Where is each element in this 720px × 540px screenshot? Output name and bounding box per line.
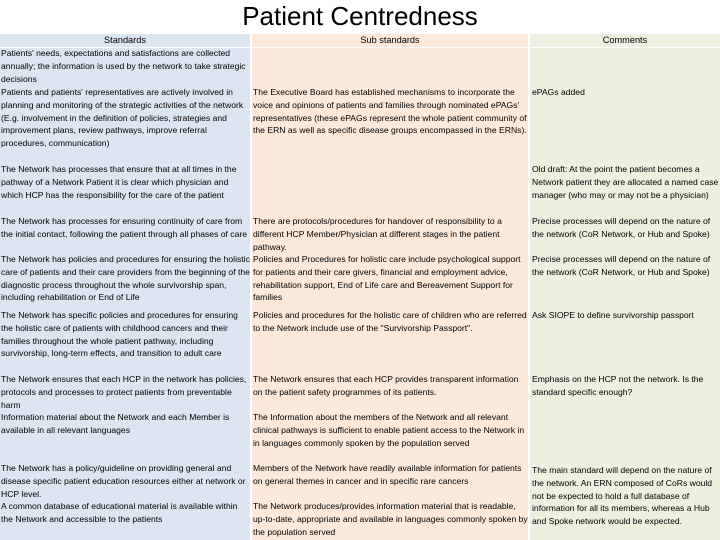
table-row-3-standard: The Network has processes that ensure that at all times in the pathway of a Network Patient it is clear which physician and which HCP has the responsibility for the care of the patient (1, 164, 237, 200)
table-row-9-standard: The Network has a policy/guideline on providing general and disease specific patient education resources either at network or HCP level. (1, 463, 246, 499)
table-row-7-sub: The Network ensures that each HCP provides transparent information on the patient safety programmes of its patients. (253, 374, 519, 397)
table-row-4-comment: Precise processes will depend on the nature of the network (CoR Network, or Hub and Spoke) (532, 216, 711, 239)
header-standards: Standards (104, 35, 146, 45)
table-row-9-comment: The main standard will depend on the nature of the network. An ERN composed of CoRs would not be expected to hold a full database of information for all its members, whereas a Hub and Spoke network would be expected. (532, 465, 713, 527)
table-row-2-sub: The Executive Board has established mechanisms to incorporate the voice and opinions of patients and families through nominated ePAGs' representatives (these ePAGs represent the whole patient community of the ERN as well as specific disease groups encompassed in the ERNs). (253, 87, 527, 136)
table-row-5-comment: Precise processes will depend on the nature of the network (CoR Network, or Hub and Spoke) (532, 254, 711, 277)
table-row-6-comment: Ask SIOPE to define survivorship passport (532, 310, 694, 320)
table-row-8-standard: Information material about the Network and each Member is available in all relevant languages (1, 412, 230, 435)
table-row-7-standard: The Network ensures that each HCP in the network has policies, protocols and processes to protect patients from preventable harm (1, 374, 247, 410)
header-comments: Comments (602, 35, 648, 45)
table-row-9-sub: Members of the Network have readily available information for patients on general themes in cancer and in specific rare cancers (253, 463, 522, 486)
table-row-3-comment: Old draft: At the point the patient becomes a Network patient they are allocated a named case manager (who may or may not be a physician) (532, 164, 719, 200)
table-row-1-standard: Patients' needs, expectations and satisfactions are collected annually; the information is used by the network to take strategic decisions (1, 48, 246, 84)
header-sub-standards: Sub standards (360, 35, 420, 45)
table-row-2-comment: ePAGs added (532, 87, 585, 97)
table-row-10-sub: The Network produces/provides information material that is readable, up-to-date, appropriate and available in languages commonly spoken by the population served (253, 501, 528, 537)
table-row-6-sub: Policies and procedures for the holistic care of children who are referred to the Network include use of the "Survivorship Passport". (253, 310, 527, 333)
standards-table (0, 34, 720, 540)
table-row-4-standard: The Network has processes for ensuring continuity of care from the initial contact, following the patient through all phases of care (1, 216, 248, 239)
table-row-8-sub: The Information about the members of the Network and all relevant clinical pathways is sufficient to enable patient access to the Network in in languages commonly spoken by the population served (253, 412, 525, 448)
table-row-10-standard: A common database of educational material is available within the Network and accessible to the patients (1, 501, 238, 524)
table-row-2-standard: Patients and patients' representatives are actively involved in planning and monitoring of the strategic activities of the network (E.g. involvement in the definition of policies, strategies and improvement plans, review pathways, improve referral procedures, communication) (1, 87, 244, 149)
table-row-5-standard: The Network has policies and procedures for ensuring the holistic care of patients and their care providers from the beginning of the diagnostic process throughout the whole survivorship span, including rehabilitation or End of Life (1, 254, 250, 303)
table-row-4-sub: There are protocols/procedures for handover of responsibility to a different HCP Member/Physician at different stages in the patient pathway. (253, 216, 502, 252)
table-row-5-sub: Policies and Procedures for holistic care include psychological support for patients and their care givers, financial and employment advice, rehabilitation support, End of Life care and Bereavement Support for families (253, 254, 521, 303)
table-row-7-comment: Emphasis on the HCP not the network. Is the standard specific enough? (532, 374, 704, 397)
table-row-6-standard: The Network has specific policies and procedures for ensuring the holistic care of patients with childhood cancers and their families throughout the whole patient pathway, including survivorship, long-term effects, and transition to adult care (1, 310, 238, 359)
page-title: Patient Centredness (242, 1, 478, 31)
